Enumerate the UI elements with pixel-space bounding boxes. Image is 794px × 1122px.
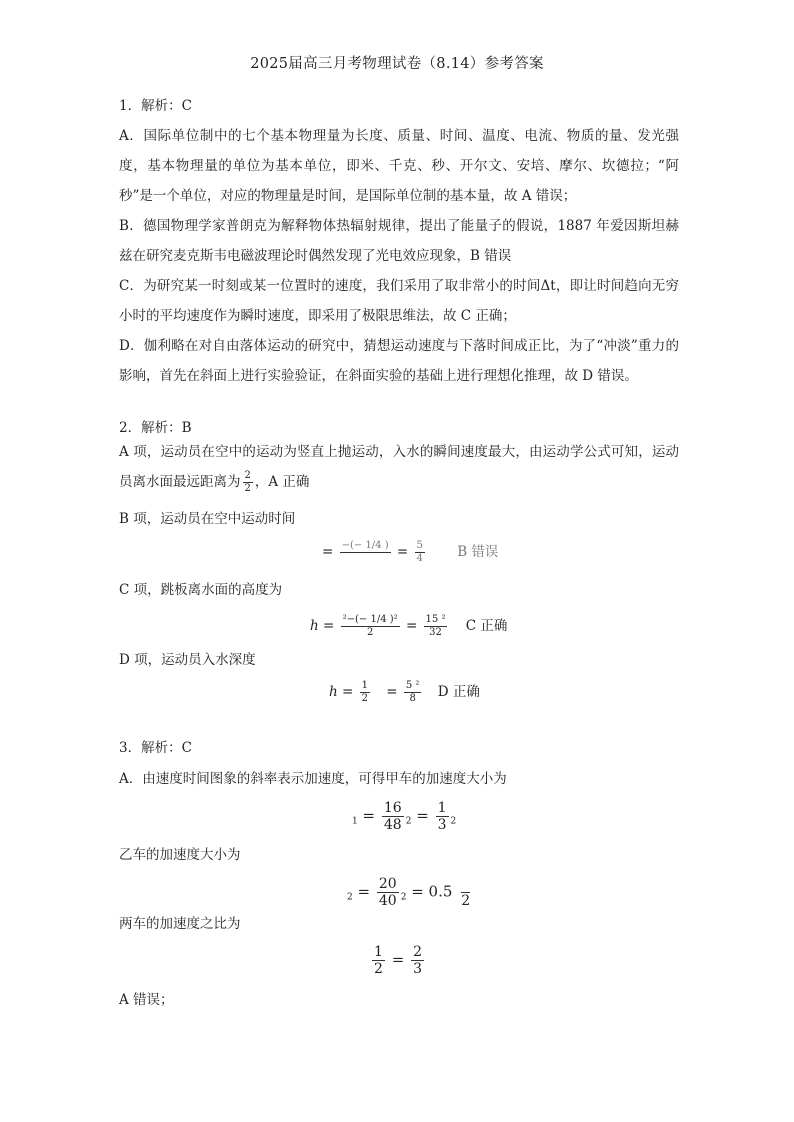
q3-option-b: 乙车的加速度大小为 bbox=[119, 847, 241, 863]
equals-sign: = bbox=[416, 806, 429, 825]
q3-option-a: A．由速度时间图象的斜率表示加速度，可得甲车的加速度大小为 bbox=[119, 771, 507, 787]
fraction-denominator: 2 bbox=[374, 961, 383, 977]
fraction-numerator: 5 bbox=[416, 540, 423, 551]
q2-b-equation bbox=[322, 540, 498, 565]
fraction-numerator bbox=[461, 876, 469, 893]
q2-option-c: C 项，跳板离水面的高度为 bbox=[119, 582, 283, 598]
page-title: 2025届高三月考物理试卷（8.14）参考答案 bbox=[250, 56, 544, 72]
fraction-denominator: 40 bbox=[378, 893, 397, 909]
q1-option-c: C．为研究某一时刻或某一位置时的速度，我们采用了取非常小的时间Δt，即让时间趋向无穷小时的平均速度作为瞬时速度，即采用了极限思维法，故 C 正确； bbox=[119, 278, 679, 324]
q3-eq2 bbox=[347, 876, 474, 909]
fraction-numerator: −(− 1/4 ) bbox=[341, 540, 389, 551]
unit-exponent: 2 bbox=[450, 816, 457, 827]
q3-conclusion: A 错误； bbox=[119, 992, 174, 1008]
q3-eq1-result bbox=[436, 800, 449, 833]
q2-a-fraction bbox=[243, 470, 253, 495]
q3-ratio-label: 两车的加速度之比为 bbox=[119, 916, 241, 932]
fraction-denominator: 2 bbox=[366, 627, 374, 638]
q3-eq3-result bbox=[411, 944, 424, 977]
q1-option-b: B．德国物理学家普朗克为解释物体热辐射规律，提出了能量子的假说，1887 年爱因斯坦赫兹在研究麦克斯韦电磁波理论时偶然发现了光电效应现象，B 错误 bbox=[119, 218, 679, 264]
fraction-denominator: 48 bbox=[383, 817, 402, 833]
fraction-denominator: 3 bbox=[413, 961, 422, 977]
equals-sign: = bbox=[362, 806, 376, 825]
q1-option-d: D．伽利略在对自由落体运动的研究中，猜想运动速度与下落时间成正比，为了“冲淡”重力的影响，首先在斜面上进行实验验证，在斜面实验的基础上进行理想化推理，故 D 错误。 bbox=[119, 338, 679, 384]
fraction-denominator bbox=[362, 553, 369, 565]
fraction-numerator: 1 bbox=[374, 944, 383, 960]
unit-exponent: 2 bbox=[405, 816, 412, 827]
q3-eq1 bbox=[352, 800, 456, 833]
q3-eq1-fraction bbox=[382, 800, 404, 833]
fraction-numerator: 1 bbox=[437, 800, 447, 816]
q3-eq2-unit bbox=[459, 876, 472, 909]
fraction-numerator: 2 bbox=[244, 470, 251, 481]
equals-sign: = bbox=[396, 544, 409, 560]
q3-eq3 bbox=[370, 944, 426, 977]
q1-option-a: A．国际单位制中的七个基本物理量为长度、质量、时间、温度、电流、物质的量、发光强度，基本物理量的单位为基本单位，即米、千克、秒、开尔文、安培、摩尔、坎德拉；“阿秒”是一个单位，对应的物理量是时间，是国际单位制的基本量，故 A 错误； bbox=[119, 128, 679, 204]
q2-c-fraction bbox=[341, 614, 400, 639]
equals-sign: = bbox=[386, 684, 398, 700]
q2-b-result bbox=[415, 540, 425, 565]
q2-c-verdict: C 正确 bbox=[465, 618, 508, 634]
q2-c-equation bbox=[310, 614, 507, 639]
fraction-numerator: 2 bbox=[413, 944, 422, 960]
fraction-denominator: 2 bbox=[361, 693, 368, 704]
q2-b-fraction bbox=[340, 540, 391, 565]
q2-d-fraction bbox=[360, 680, 370, 705]
equals-sign: = bbox=[323, 618, 335, 634]
unit-exponent: 2 bbox=[400, 892, 407, 903]
q2-d-result bbox=[404, 680, 422, 705]
q2-b-verdict: B 错误 bbox=[457, 544, 499, 560]
fraction-numerator: 5 ² bbox=[405, 680, 420, 691]
fraction-numerator: 20 bbox=[378, 876, 397, 892]
q3-eq2-fraction bbox=[377, 876, 399, 909]
subscript: 2 bbox=[347, 892, 353, 903]
q3-heading: 3．解析：C bbox=[119, 740, 192, 756]
q2-option-b: B 项，运动员在空中运动时间 bbox=[119, 511, 296, 527]
q2-a-text: A 项，运动员在空中的运动为竖直上抛运动，入水的瞬间速度最大，由运动学公式可知，运动员离水面最远距离为 bbox=[119, 444, 679, 490]
q2-a-tail: ，A 正确 bbox=[254, 474, 310, 490]
q2-d-equation bbox=[329, 680, 480, 705]
q2-heading: 2．解析：B bbox=[119, 420, 192, 436]
fraction-numerator: 16 bbox=[383, 800, 402, 816]
q2-c-result bbox=[424, 614, 448, 639]
fraction-denominator: 8 bbox=[409, 693, 416, 704]
equals-sign: = bbox=[342, 684, 354, 700]
var-h: h bbox=[329, 684, 338, 700]
fraction-denominator: 2 bbox=[244, 483, 251, 494]
fraction-denominator: 2 bbox=[461, 893, 471, 909]
equals-sign: = bbox=[405, 618, 418, 634]
fraction-denominator: 4 bbox=[416, 553, 423, 564]
equals-sign: = bbox=[391, 950, 405, 969]
q3-eq3-fraction bbox=[372, 944, 385, 977]
q1-heading: 1．解析：C bbox=[119, 98, 192, 114]
fraction-numerator: ²−(− 1/4 )² bbox=[342, 614, 398, 625]
equals-sign: = 0.5 bbox=[411, 882, 453, 901]
fraction-denominator: 32 bbox=[429, 627, 442, 638]
q2-option-a bbox=[119, 437, 679, 497]
var-h: h bbox=[310, 618, 319, 634]
q2-option-d: D 项，运动员入水深度 bbox=[119, 652, 256, 668]
equals-sign: = bbox=[322, 544, 334, 560]
fraction-numerator: 15 ² bbox=[425, 614, 446, 625]
subscript: 1 bbox=[352, 816, 358, 827]
equals-sign: = bbox=[357, 882, 371, 901]
fraction-denominator: 3 bbox=[437, 817, 447, 833]
fraction-numerator: 1 bbox=[361, 680, 368, 691]
q2-d-verdict: D 正确 bbox=[437, 684, 480, 700]
